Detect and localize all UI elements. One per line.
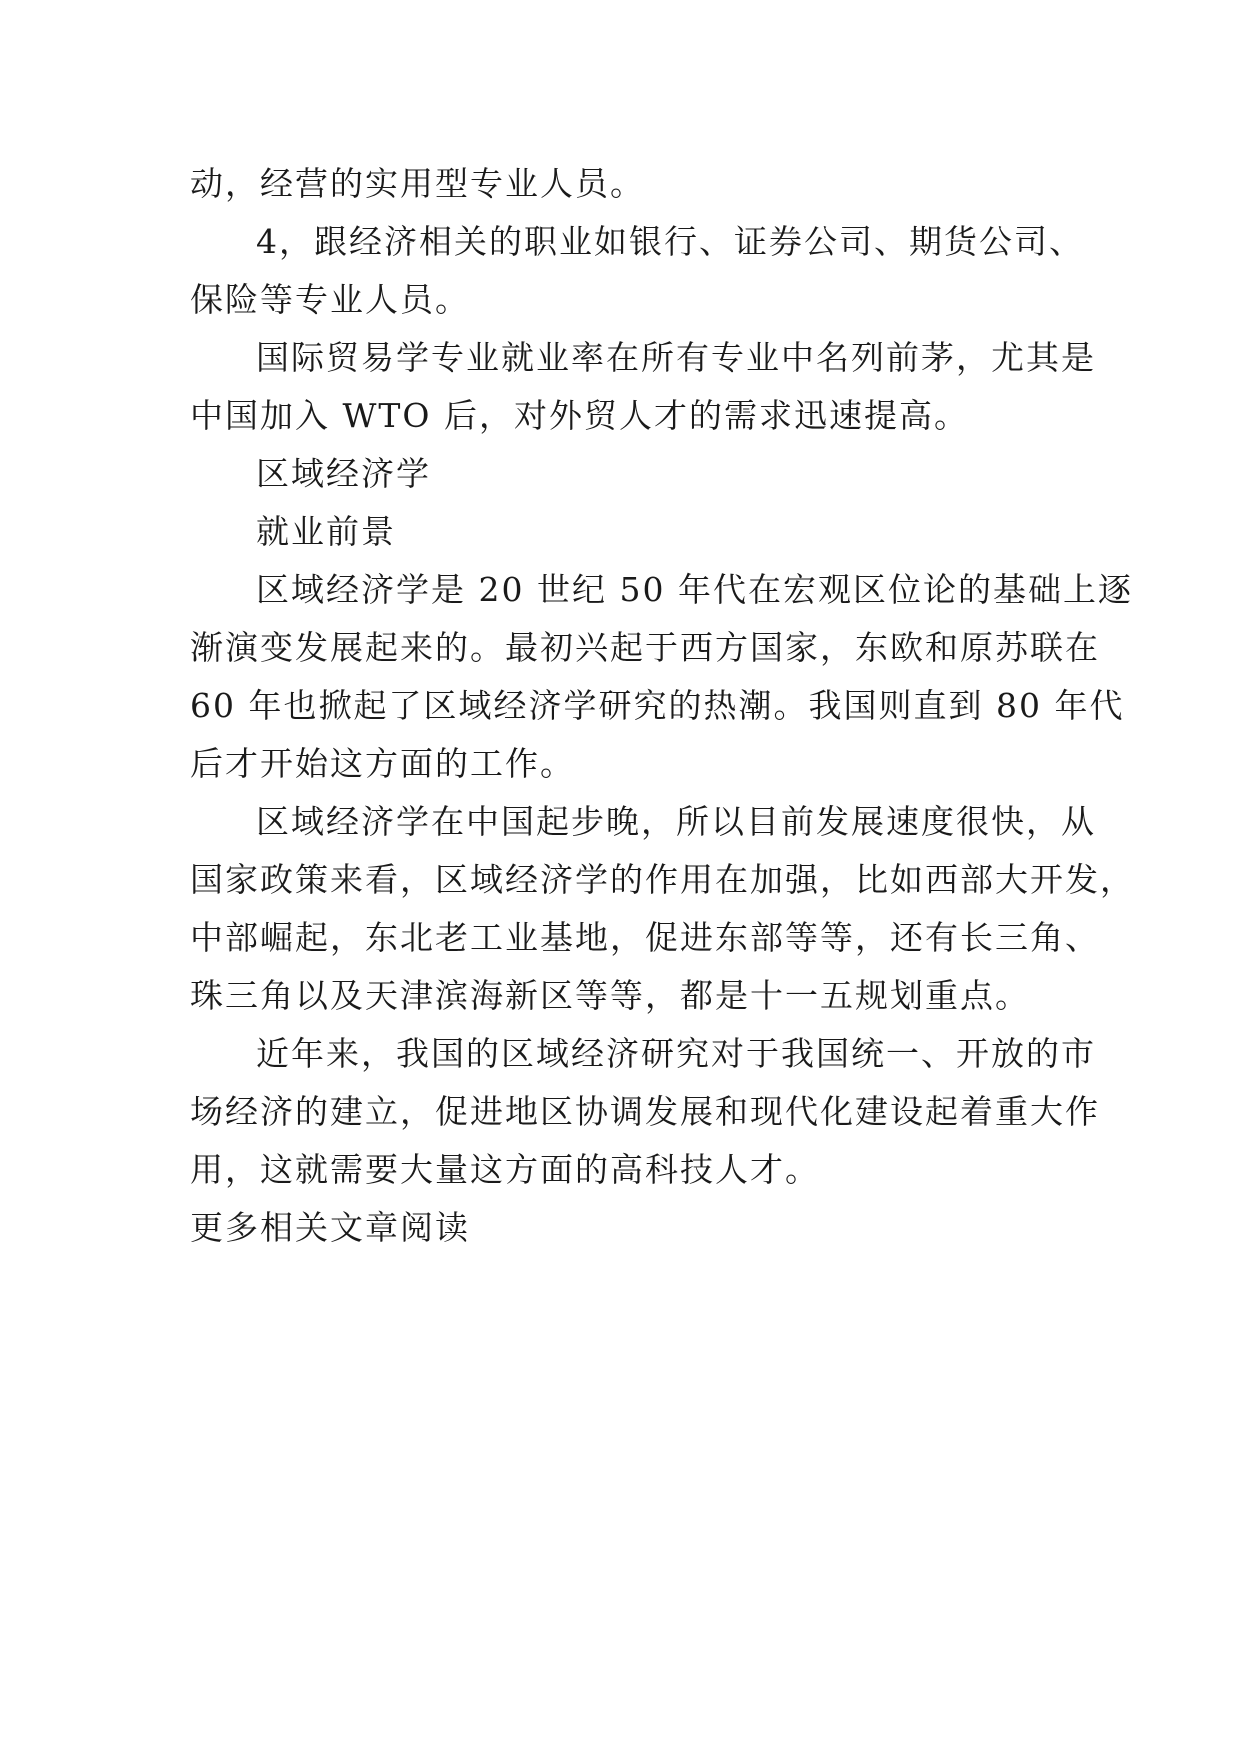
document-body (190, 155, 1135, 1257)
text-line: 动，经营的实用型专业人员。 (190, 164, 645, 203)
subsection-heading: 就业前景 (256, 512, 396, 551)
text-line: 区域经济学是 20 世纪 50 年代在宏观区位论的基础上逐 (256, 570, 1133, 609)
text-line: 区域经济学在中国起步晚，所以目前发展速度很快，从 (256, 802, 1096, 841)
text-line: 中国加入 WTO 后，对外贸人才的需求迅速提高。 (190, 396, 969, 435)
text-line: 场经济的建立，促进地区协调发展和现代化建设起着重大作 (190, 1092, 1100, 1131)
text-line: 用，这就需要大量这方面的高科技人才。 (190, 1150, 820, 1189)
text-line: 中部崛起，东北老工业基地，促进东部等等，还有长三角、 (190, 918, 1100, 957)
text-line: 4，跟经济相关的职业如银行、证券公司、期货公司、 (256, 222, 1084, 261)
more-articles-link[interactable]: 更多相关文章阅读 (190, 1208, 470, 1247)
text-line: 国家政策来看，区域经济学的作用在加强，比如西部大开发， (190, 860, 1135, 899)
text-line: 珠三角以及天津滨海新区等等，都是十一五规划重点。 (190, 976, 1030, 1015)
text-line: 保险等专业人员。 (190, 280, 470, 319)
text-line: 国际贸易学专业就业率在所有专业中名列前茅，尤其是 (256, 338, 1096, 377)
section-heading: 区域经济学 (256, 454, 431, 493)
text-line: 近年来，我国的区域经济研究对于我国统一、开放的市 (256, 1034, 1096, 1073)
text-line: 渐演变发展起来的。最初兴起于西方国家，东欧和原苏联在 (190, 628, 1100, 667)
text-line: 后才开始这方面的工作。 (190, 744, 575, 783)
text-line: 60 年也掀起了区域经济学研究的热潮。我国则直到 80 年代 (190, 686, 1125, 725)
